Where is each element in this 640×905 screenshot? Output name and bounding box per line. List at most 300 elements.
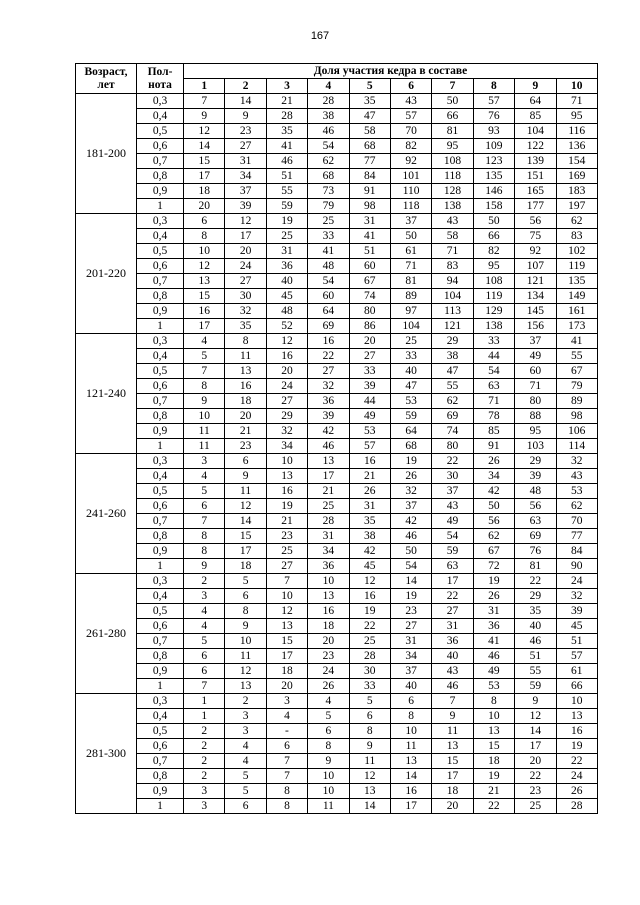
header-share: Доля участия кедра в составе	[184, 64, 598, 79]
value-cell: 62	[556, 214, 597, 229]
value-cell: 86	[349, 319, 390, 334]
value-cell: 73	[308, 184, 349, 199]
value-cell: 55	[515, 664, 556, 679]
value-cell: 56	[515, 214, 556, 229]
header-density-line1: Пол-	[147, 65, 173, 78]
value-cell: 34	[390, 649, 431, 664]
value-cell: 8	[225, 604, 266, 619]
value-cell: 95	[556, 109, 597, 124]
value-cell: 14	[515, 724, 556, 739]
value-cell: 79	[556, 379, 597, 394]
value-cell: 80	[432, 439, 473, 454]
value-cell: 119	[556, 259, 597, 274]
value-cell: 118	[432, 169, 473, 184]
density-cell: 0,9	[137, 304, 184, 319]
table-row	[76, 169, 598, 184]
value-cell: 17	[225, 229, 266, 244]
value-cell: 97	[390, 304, 431, 319]
value-cell: 114	[556, 439, 597, 454]
value-cell: 98	[556, 409, 597, 424]
table-row	[76, 244, 598, 259]
value-cell: 11	[390, 739, 431, 754]
table-row	[76, 679, 598, 694]
value-cell: 46	[266, 154, 307, 169]
value-cell: 34	[473, 469, 514, 484]
value-cell: 8	[473, 694, 514, 709]
value-cell: 14	[390, 769, 431, 784]
header-share-col: 1	[184, 79, 225, 94]
density-cell: 0,4	[137, 349, 184, 364]
value-cell: -	[266, 724, 307, 739]
value-cell: 14	[349, 799, 390, 814]
table-row	[76, 229, 598, 244]
header-share-col: 9	[515, 79, 556, 94]
value-cell: 58	[349, 124, 390, 139]
value-cell: 82	[390, 139, 431, 154]
value-cell: 13	[225, 679, 266, 694]
value-cell: 3	[184, 799, 225, 814]
table-row	[76, 154, 598, 169]
value-cell: 116	[556, 124, 597, 139]
header-share-col: 7	[432, 79, 473, 94]
value-cell: 57	[390, 109, 431, 124]
value-cell: 10	[473, 709, 514, 724]
table-row	[76, 724, 598, 739]
value-cell: 50	[432, 94, 473, 109]
value-cell: 21	[349, 469, 390, 484]
value-cell: 104	[390, 319, 431, 334]
value-cell: 41	[556, 334, 597, 349]
value-cell: 18	[473, 754, 514, 769]
value-cell: 48	[515, 484, 556, 499]
value-cell: 35	[266, 124, 307, 139]
density-cell: 0,3	[137, 454, 184, 469]
value-cell: 15	[473, 739, 514, 754]
value-cell: 27	[225, 274, 266, 289]
density-cell: 0,4	[137, 709, 184, 724]
density-cell: 0,8	[137, 649, 184, 664]
table-row	[76, 364, 598, 379]
value-cell: 43	[432, 499, 473, 514]
value-cell: 80	[349, 304, 390, 319]
value-cell: 68	[308, 169, 349, 184]
table-row	[76, 619, 598, 634]
value-cell: 25	[308, 214, 349, 229]
table-row	[76, 199, 598, 214]
value-cell: 12	[515, 709, 556, 724]
header-share-col: 2	[225, 79, 266, 94]
value-cell: 54	[308, 274, 349, 289]
density-cell: 0,6	[137, 499, 184, 514]
value-cell: 51	[349, 244, 390, 259]
value-cell: 25	[515, 799, 556, 814]
value-cell: 38	[308, 109, 349, 124]
table-row	[76, 484, 598, 499]
value-cell: 41	[266, 139, 307, 154]
value-cell: 4	[184, 619, 225, 634]
value-cell: 6	[349, 709, 390, 724]
value-cell: 113	[432, 304, 473, 319]
value-cell: 10	[184, 244, 225, 259]
value-cell: 154	[556, 154, 597, 169]
value-cell: 46	[515, 634, 556, 649]
density-cell: 0,8	[137, 169, 184, 184]
value-cell: 15	[184, 154, 225, 169]
value-cell: 11	[308, 799, 349, 814]
value-cell: 59	[266, 199, 307, 214]
value-cell: 21	[473, 784, 514, 799]
value-cell: 4	[184, 469, 225, 484]
value-cell: 61	[556, 664, 597, 679]
value-cell: 106	[556, 424, 597, 439]
table-row	[76, 754, 598, 769]
value-cell: 68	[390, 439, 431, 454]
value-cell: 20	[225, 244, 266, 259]
value-cell: 27	[225, 139, 266, 154]
value-cell: 70	[556, 514, 597, 529]
value-cell: 4	[266, 709, 307, 724]
value-cell: 21	[266, 514, 307, 529]
density-cell: 0,7	[137, 634, 184, 649]
table-row	[76, 529, 598, 544]
value-cell: 33	[308, 229, 349, 244]
table-row	[76, 709, 598, 724]
value-cell: 17	[266, 649, 307, 664]
value-cell: 136	[556, 139, 597, 154]
value-cell: 51	[556, 634, 597, 649]
table-row	[76, 259, 598, 274]
value-cell: 19	[390, 454, 431, 469]
value-cell: 20	[225, 409, 266, 424]
value-cell: 16	[556, 724, 597, 739]
density-cell: 0,6	[137, 139, 184, 154]
value-cell: 17	[184, 169, 225, 184]
value-cell: 9	[308, 754, 349, 769]
value-cell: 44	[473, 349, 514, 364]
value-cell: 15	[266, 634, 307, 649]
value-cell: 26	[349, 484, 390, 499]
value-cell: 33	[349, 679, 390, 694]
value-cell: 12	[349, 769, 390, 784]
value-cell: 3	[184, 454, 225, 469]
table-row	[76, 589, 598, 604]
value-cell: 22	[515, 574, 556, 589]
value-cell: 3	[184, 589, 225, 604]
value-cell: 30	[349, 664, 390, 679]
value-cell: 19	[349, 604, 390, 619]
value-cell: 85	[473, 424, 514, 439]
value-cell: 22	[349, 619, 390, 634]
value-cell: 9	[515, 694, 556, 709]
value-cell: 62	[308, 154, 349, 169]
table-row	[76, 214, 598, 229]
value-cell: 24	[308, 664, 349, 679]
value-cell: 37	[432, 484, 473, 499]
value-cell: 6	[225, 454, 266, 469]
value-cell: 17	[184, 319, 225, 334]
value-cell: 6	[266, 739, 307, 754]
value-cell: 7	[184, 679, 225, 694]
table-row	[76, 184, 598, 199]
header-density	[137, 64, 184, 94]
value-cell: 81	[432, 124, 473, 139]
value-cell: 22	[432, 454, 473, 469]
header-share-col: 6	[390, 79, 431, 94]
value-cell: 36	[308, 559, 349, 574]
value-cell: 13	[266, 469, 307, 484]
value-cell: 13	[266, 619, 307, 634]
value-cell: 46	[390, 529, 431, 544]
value-cell: 29	[432, 334, 473, 349]
value-cell: 128	[432, 184, 473, 199]
value-cell: 23	[308, 649, 349, 664]
value-cell: 40	[515, 619, 556, 634]
value-cell: 74	[349, 289, 390, 304]
value-cell: 32	[308, 379, 349, 394]
table-row	[76, 274, 598, 289]
value-cell: 95	[432, 139, 473, 154]
value-cell: 177	[515, 199, 556, 214]
value-cell: 12	[266, 604, 307, 619]
value-cell: 18	[225, 559, 266, 574]
value-cell: 25	[266, 544, 307, 559]
value-cell: 63	[473, 379, 514, 394]
value-cell: 20	[349, 334, 390, 349]
age-group-cell: 201-220	[76, 214, 137, 334]
value-cell: 42	[473, 484, 514, 499]
value-cell: 47	[390, 379, 431, 394]
value-cell: 35	[225, 319, 266, 334]
value-cell: 13	[390, 754, 431, 769]
value-cell: 29	[515, 589, 556, 604]
value-cell: 64	[390, 424, 431, 439]
value-cell: 110	[390, 184, 431, 199]
value-cell: 122	[515, 139, 556, 154]
density-cell: 0,3	[137, 694, 184, 709]
value-cell: 41	[349, 229, 390, 244]
value-cell: 51	[515, 649, 556, 664]
density-cell: 1	[137, 679, 184, 694]
value-cell: 109	[473, 139, 514, 154]
header-share-col: 10	[556, 79, 597, 94]
table-row	[76, 769, 598, 784]
value-cell: 28	[266, 109, 307, 124]
table-body	[76, 94, 598, 814]
table-row	[76, 409, 598, 424]
value-cell: 6	[184, 664, 225, 679]
table-row	[76, 289, 598, 304]
value-cell: 101	[390, 169, 431, 184]
value-cell: 17	[515, 739, 556, 754]
value-cell: 10	[308, 769, 349, 784]
value-cell: 26	[390, 469, 431, 484]
value-cell: 49	[432, 514, 473, 529]
value-cell: 5	[184, 634, 225, 649]
value-cell: 6	[184, 649, 225, 664]
table-row	[76, 499, 598, 514]
value-cell: 32	[266, 424, 307, 439]
density-cell: 0,9	[137, 424, 184, 439]
value-cell: 2	[184, 574, 225, 589]
value-cell: 119	[473, 289, 514, 304]
value-cell: 13	[349, 784, 390, 799]
density-cell: 0,8	[137, 409, 184, 424]
value-cell: 25	[308, 499, 349, 514]
value-cell: 55	[432, 379, 473, 394]
value-cell: 67	[473, 544, 514, 559]
value-cell: 11	[349, 754, 390, 769]
density-cell: 0,3	[137, 574, 184, 589]
value-cell: 79	[308, 199, 349, 214]
value-cell: 5	[184, 484, 225, 499]
age-group-cell: 121-240	[76, 334, 137, 454]
value-cell: 49	[473, 664, 514, 679]
value-cell: 31	[349, 214, 390, 229]
value-cell: 18	[184, 184, 225, 199]
cedar-share-table	[75, 63, 598, 814]
value-cell: 54	[473, 364, 514, 379]
value-cell: 22	[515, 769, 556, 784]
value-cell: 121	[515, 274, 556, 289]
value-cell: 76	[473, 109, 514, 124]
value-cell: 10	[184, 409, 225, 424]
table-row	[76, 439, 598, 454]
age-group-cell: 261-280	[76, 574, 137, 694]
value-cell: 6	[184, 214, 225, 229]
value-cell: 27	[266, 559, 307, 574]
value-cell: 5	[225, 784, 266, 799]
value-cell: 4	[184, 604, 225, 619]
value-cell: 18	[225, 394, 266, 409]
value-cell: 40	[432, 649, 473, 664]
value-cell: 8	[225, 334, 266, 349]
value-cell: 4	[225, 754, 266, 769]
value-cell: 151	[515, 169, 556, 184]
value-cell: 95	[473, 259, 514, 274]
density-cell: 0,6	[137, 619, 184, 634]
value-cell: 39	[515, 469, 556, 484]
table-header	[76, 64, 598, 94]
value-cell: 71	[556, 94, 597, 109]
value-cell: 8	[184, 544, 225, 559]
density-cell: 0,6	[137, 259, 184, 274]
value-cell: 8	[184, 229, 225, 244]
density-cell: 0,4	[137, 229, 184, 244]
value-cell: 66	[473, 229, 514, 244]
value-cell: 50	[473, 214, 514, 229]
value-cell: 57	[473, 94, 514, 109]
value-cell: 39	[225, 199, 266, 214]
value-cell: 121	[432, 319, 473, 334]
value-cell: 135	[556, 274, 597, 289]
density-cell: 0,8	[137, 289, 184, 304]
table-row	[76, 694, 598, 709]
value-cell: 53	[556, 484, 597, 499]
value-cell: 34	[308, 544, 349, 559]
value-cell: 4	[308, 694, 349, 709]
value-cell: 9	[432, 709, 473, 724]
value-cell: 25	[349, 634, 390, 649]
density-cell: 0,7	[137, 394, 184, 409]
value-cell: 42	[390, 514, 431, 529]
value-cell: 10	[266, 454, 307, 469]
value-cell: 75	[515, 229, 556, 244]
value-cell: 17	[225, 544, 266, 559]
value-cell: 11	[225, 649, 266, 664]
table-row	[76, 379, 598, 394]
value-cell: 104	[432, 289, 473, 304]
value-cell: 60	[308, 289, 349, 304]
value-cell: 17	[308, 469, 349, 484]
value-cell: 11	[432, 724, 473, 739]
value-cell: 68	[349, 139, 390, 154]
value-cell: 8	[266, 784, 307, 799]
value-cell: 46	[308, 439, 349, 454]
value-cell: 16	[266, 349, 307, 364]
value-cell: 24	[266, 379, 307, 394]
value-cell: 67	[556, 364, 597, 379]
value-cell: 103	[515, 439, 556, 454]
age-group-cell: 281-300	[76, 694, 137, 814]
value-cell: 14	[225, 94, 266, 109]
value-cell: 38	[432, 349, 473, 364]
value-cell: 46	[473, 649, 514, 664]
value-cell: 64	[308, 304, 349, 319]
value-cell: 19	[266, 214, 307, 229]
density-cell: 0,6	[137, 379, 184, 394]
value-cell: 40	[390, 679, 431, 694]
value-cell: 3	[225, 724, 266, 739]
header-age	[76, 64, 137, 94]
value-cell: 45	[266, 289, 307, 304]
value-cell: 19	[473, 769, 514, 784]
value-cell: 10	[266, 589, 307, 604]
table-row	[76, 604, 598, 619]
value-cell: 197	[556, 199, 597, 214]
value-cell: 27	[390, 619, 431, 634]
table-row	[76, 664, 598, 679]
value-cell: 34	[266, 439, 307, 454]
density-cell: 0,8	[137, 529, 184, 544]
value-cell: 21	[225, 424, 266, 439]
value-cell: 3	[184, 784, 225, 799]
value-cell: 48	[308, 259, 349, 274]
value-cell: 11	[225, 349, 266, 364]
table-row	[76, 634, 598, 649]
value-cell: 2	[225, 694, 266, 709]
value-cell: 44	[349, 394, 390, 409]
value-cell: 49	[515, 349, 556, 364]
value-cell: 50	[390, 544, 431, 559]
value-cell: 5	[225, 769, 266, 784]
age-group-cell: 181-200	[76, 94, 137, 214]
table-row	[76, 424, 598, 439]
value-cell: 57	[556, 649, 597, 664]
value-cell: 134	[515, 289, 556, 304]
value-cell: 69	[308, 319, 349, 334]
density-cell: 0,7	[137, 514, 184, 529]
value-cell: 12	[225, 664, 266, 679]
value-cell: 40	[390, 364, 431, 379]
value-cell: 37	[390, 214, 431, 229]
value-cell: 91	[349, 184, 390, 199]
value-cell: 32	[390, 484, 431, 499]
value-cell: 84	[556, 544, 597, 559]
value-cell: 82	[473, 244, 514, 259]
value-cell: 62	[556, 499, 597, 514]
value-cell: 36	[473, 619, 514, 634]
value-cell: 2	[184, 754, 225, 769]
